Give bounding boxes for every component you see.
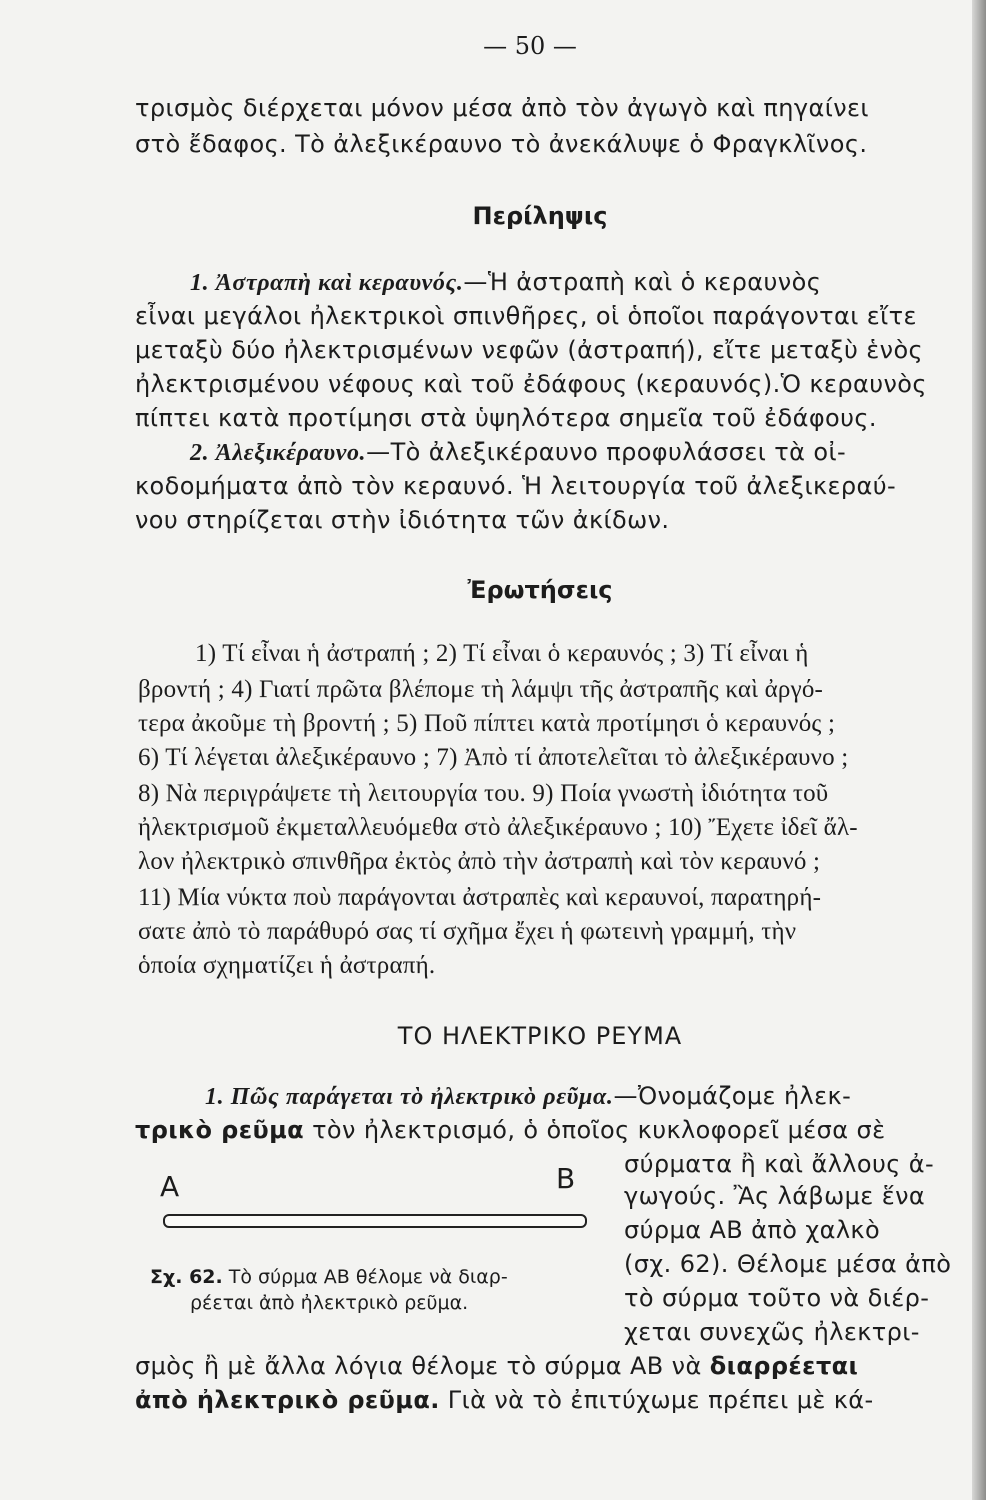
right-column-line: σύρμα ΑΒ ἀπὸ χαλκὸ <box>624 1216 881 1244</box>
questions-line: σατε ἀπὸ τὸ παράθυρό σας τί σχῆμα ἔχει ἡ φωτεινὴ γραμμή, τὴν <box>138 918 797 945</box>
section-line-2 <box>135 1116 885 1144</box>
figure-label-a: A <box>160 1170 180 1203</box>
term-electric-current: τρικὸ ρεῦμα <box>135 1116 305 1144</box>
text-line: τρισμὸς διέρχεται μόνον μέσα ἀπὸ τὸν ἀγωγὸ καὶ πηγαίνει <box>135 94 869 122</box>
questions-line: βροντή ; 4) Γιατί πρῶτα βλέπομε τὴ λάμψι τῆς ἀστραπῆς καὶ ἀργό- <box>138 676 824 703</box>
text-line: στὸ ἔδαφος. Τὸ ἀλεξικέραυνο τὸ ἀνεκάλυψε ὁ Φραγκλῖνος. <box>135 130 868 158</box>
summary-item-2-text: —Τὸ ἀλεξικέραυνο προφυλάσσει τὰ οἰ- <box>366 438 847 466</box>
right-column-line: χεται συνεχῶς ἠλεκτρι- <box>624 1318 920 1346</box>
summary-item-2 <box>190 438 846 467</box>
summary-item-1-title: 1. Ἀστραπὴ καὶ κεραυνός. <box>190 270 464 296</box>
section-item-1 <box>205 1082 851 1111</box>
section-last-line-2 <box>135 1386 874 1414</box>
text-span: τὸν ἠλεκτρισμό, ὁ ὁποῖος κυκλοφορεῖ μέσα σὲ <box>304 1116 886 1144</box>
section-last-line-1 <box>135 1352 858 1380</box>
text-line: νου στηρίζεται στὴν ἰδιότητα τῶν ἀκίδων. <box>135 506 670 534</box>
page-number: — 50 — <box>483 32 577 60</box>
text-line: κοδομήματα ἀπὸ τὸν κεραυνό. Ἡ λειτουργία τοῦ ἀλεξικεραύ- <box>135 472 897 500</box>
right-column-line: σύρματα ἢ καὶ ἄλλους ἀ- <box>624 1150 935 1178</box>
right-column-line: τὸ σύρμα τοῦτο νὰ διέρ- <box>624 1284 930 1312</box>
figure-label-b: B <box>556 1162 576 1195</box>
term-flows-through: διαρρέεται <box>709 1352 859 1380</box>
figure-caption-text: Τὸ σύρμα ΑΒ θέλομε νὰ διαρ- <box>222 1266 508 1288</box>
section-item-1-text: —Ὀνομάζομε ἠλεκ- <box>613 1082 852 1110</box>
figure-caption-line-2: ρέεται ἀπὸ ἠλεκτρικὸ ρεῦμα. <box>190 1292 469 1314</box>
summary-item-1 <box>190 268 821 297</box>
questions-line: 8) Νὰ περιγράψετε τὴ λειτουργία του. 9) Ποία γνωστὴ ἰδιότητα τοῦ <box>138 780 829 807</box>
text-line: πίπτει κατὰ προτίμησι στὰ ὑψηλότερα σημεῖα τοῦ ἐδάφους. <box>135 404 877 432</box>
figure-caption <box>150 1266 508 1288</box>
section-item-1-title: 1. Πῶς παράγεται τὸ ἠλεκτρικὸ ρεῦμα. <box>205 1084 614 1110</box>
text-line: μεταξὺ δύο ἠλεκτρισμένων νεφῶν (ἀστραπή), εἴτε μεταξὺ ἑνὸς <box>135 336 924 364</box>
wire-ab-figure <box>163 1214 587 1228</box>
questions-line: ὁποία σχηματίζει ἡ ἀστραπή. <box>138 952 436 979</box>
text-span: Γιὰ νὰ τὸ ἐπιτύχωμε πρέπει μὲ κά- <box>439 1386 874 1414</box>
questions-heading: Ἐρωτήσεις <box>467 576 613 604</box>
section-heading: ΤΟ ΗΛΕΚΤΡΙΚΟ ΡΕΥΜΑ <box>397 1022 683 1050</box>
right-column-line: (σχ. 62). Θέλομε μέσα ἀπὸ <box>624 1250 952 1278</box>
right-column-line: γωγούς. Ἂς λάβωμε ἕνα <box>624 1182 926 1210</box>
figure-caption-number: Σχ. 62. <box>150 1266 223 1288</box>
term-electric-current-phrase: ἀπὸ ἠλεκτρικὸ ρεῦμα. <box>135 1386 440 1414</box>
summary-item-1-text: —Ἡ ἀστραπὴ καὶ ὁ κεραυνὸς <box>463 268 822 296</box>
questions-line: λον ἠλεκτρικὸ σπινθῆρα ἐκτὸς ἀπὸ τὴν ἀστραπὴ καὶ τὸν κεραυνό ; <box>138 848 821 875</box>
questions-line: ἠλεκτρισμοῦ ἐκμεταλλευόμεθα στὸ ἀλεξικέραυνο ; 10) Ἔχετε ἰδεῖ ἄλ- <box>138 814 858 841</box>
text-line: εἶναι μεγάλοι ἠλεκτρικοὶ σπινθῆρες, οἱ ὁποῖοι παράγονται εἴτε <box>135 302 917 330</box>
summary-heading: Περίληψις <box>472 202 608 230</box>
questions-line: 11) Μία νύκτα ποὺ παράγονται ἀστραπὲς καὶ κεραυνοί, παρατηρή- <box>138 884 822 911</box>
questions-line: 1) Τί εἶναι ἡ ἀστραπή ; 2) Τί εἶναι ὁ κεραυνός ; 3) Τί εἶναι ἡ <box>195 640 809 667</box>
text-line: ἠλεκτρισμένου νέφους καὶ τοῦ ἐδάφους (κεραυνός).Ὁ κεραυνὸς <box>135 370 927 398</box>
questions-line: τερα ἀκοῦμε τὴ βροντή ; 5) Ποῦ πίπτει κατὰ προτίμησι ὁ κεραυνός ; <box>138 710 836 737</box>
questions-line: 6) Τί λέγεται ἀλεξικέραυνο ; 7) Ἀπὸ τί ἀποτελεῖται τὸ ἀλεξικέραυνο ; <box>138 744 849 771</box>
summary-item-2-title: 2. Ἀλεξικέραυνο. <box>190 440 367 466</box>
text-span: σμὸς ἢ μὲ ἄλλα λόγια θέλομε τὸ σύρμα ΑΒ νὰ <box>135 1352 710 1380</box>
